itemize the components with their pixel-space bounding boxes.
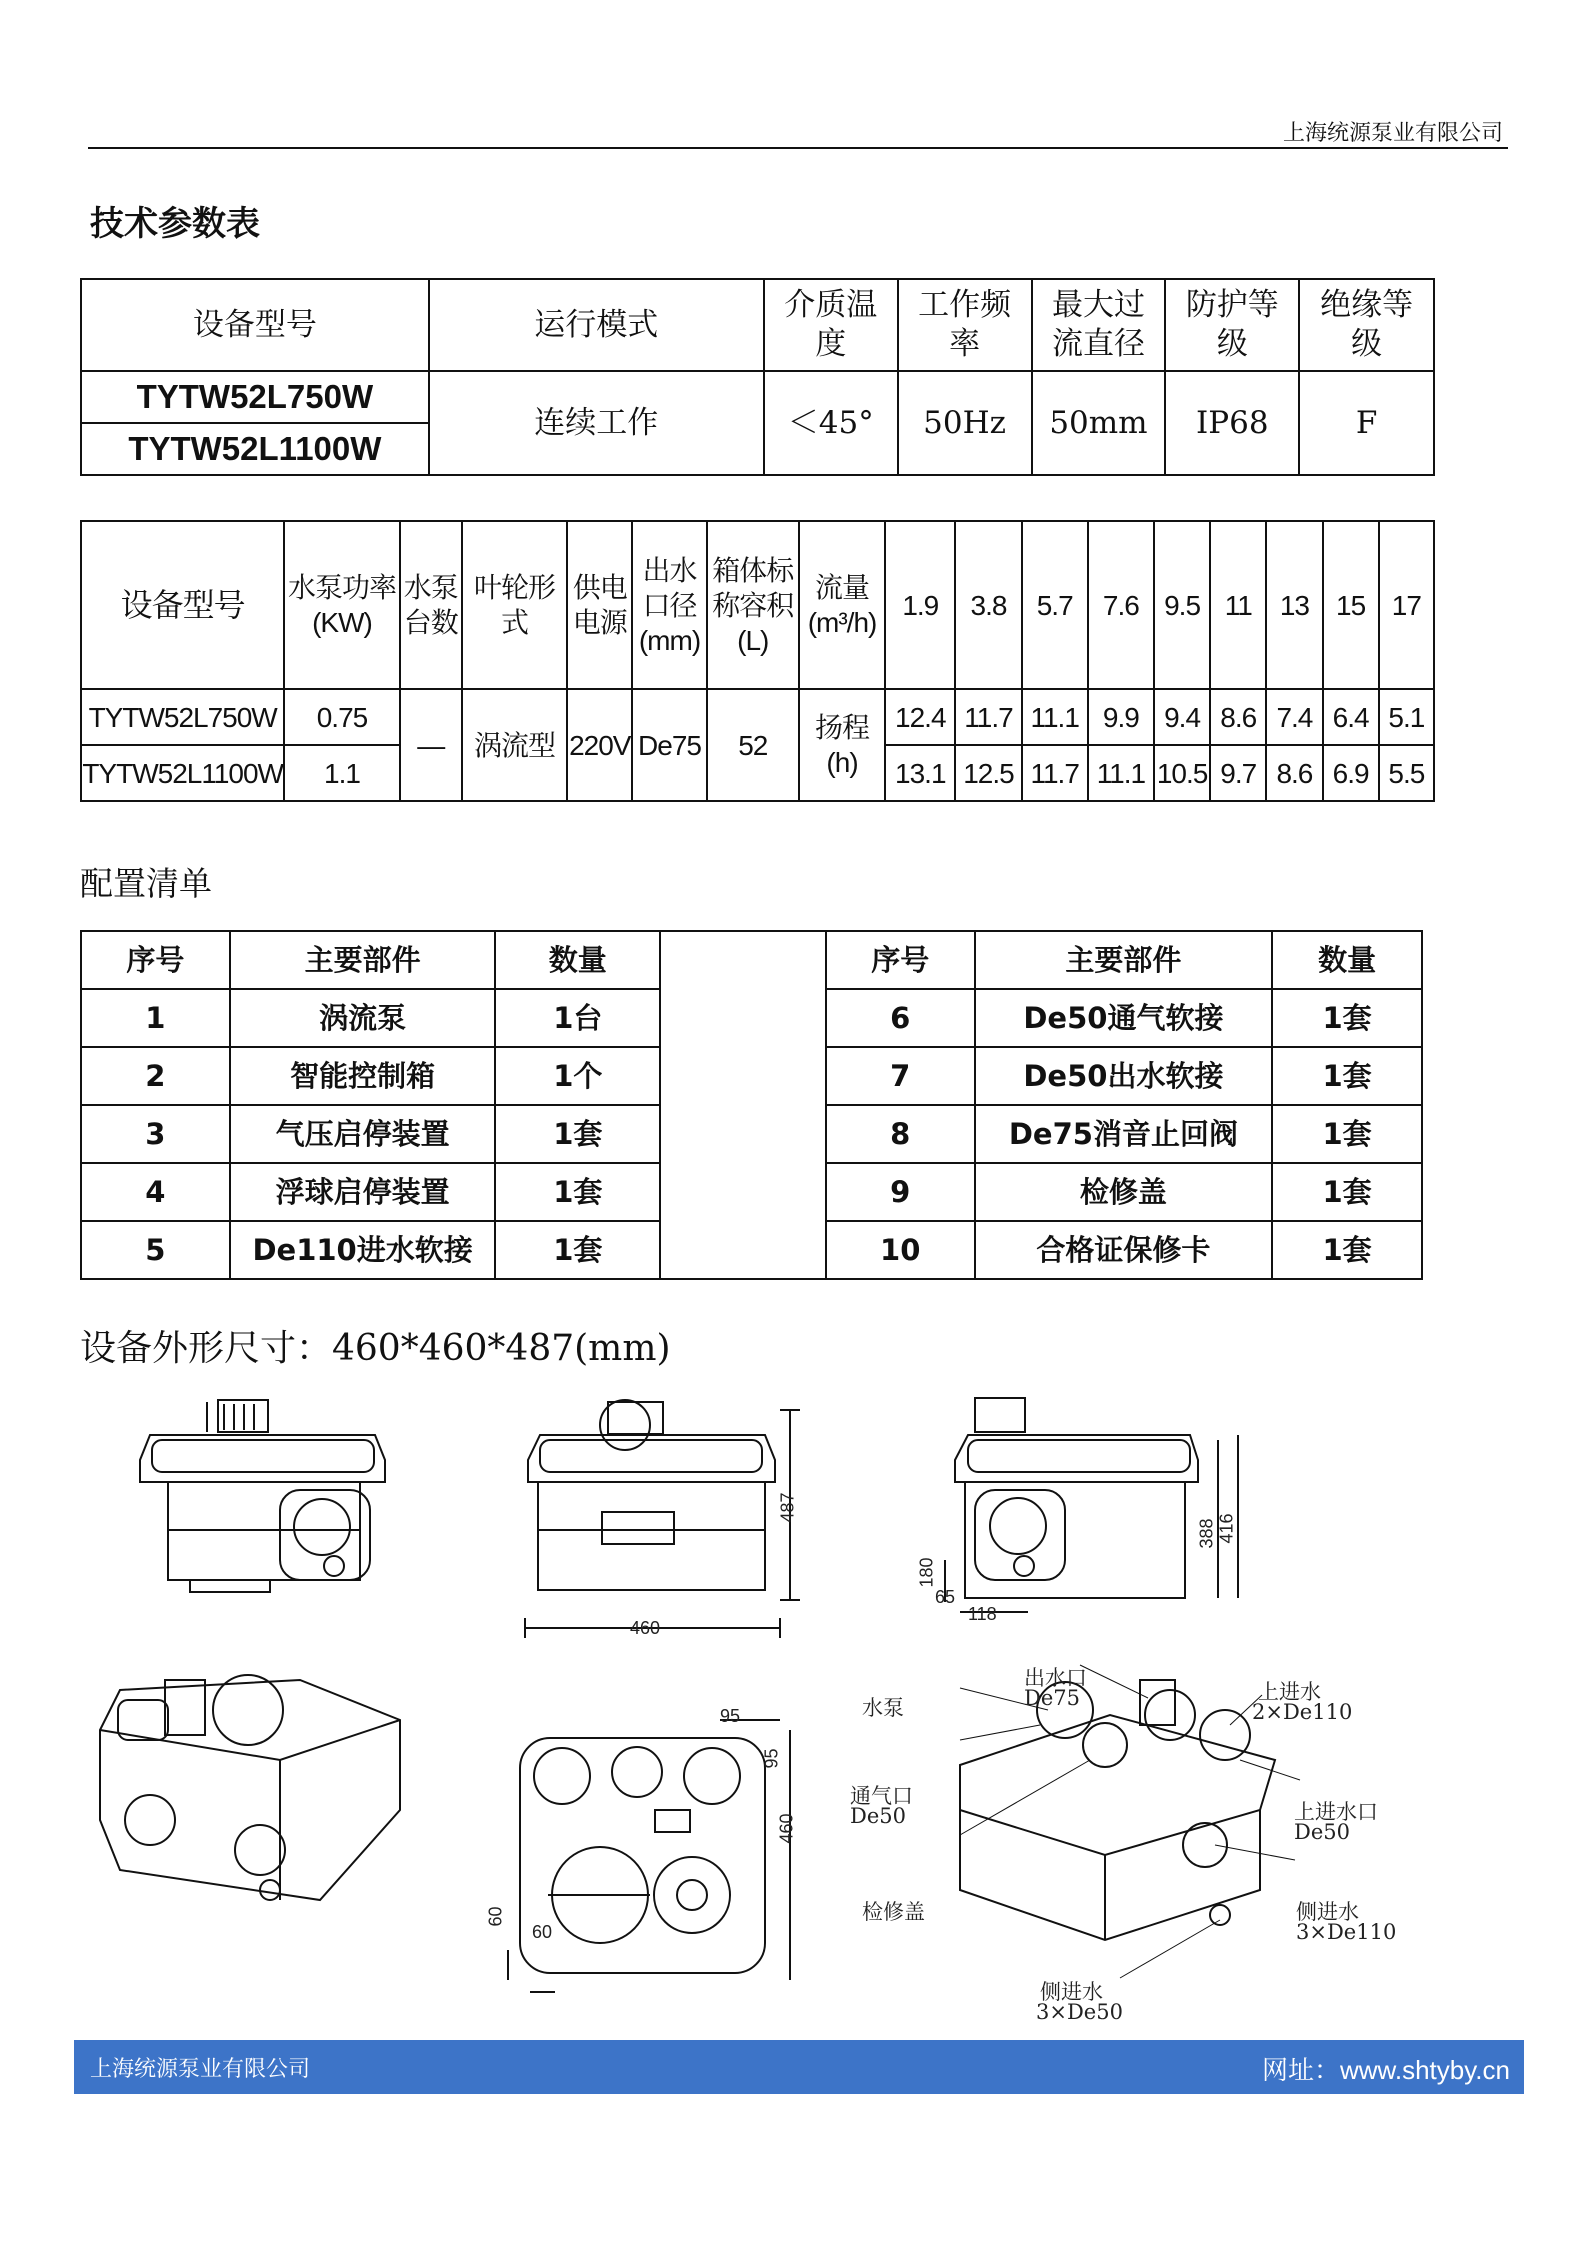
perf-header-volume: 箱体标 称容积 (L) [707, 521, 799, 689]
perf-flow-value: 15 [1323, 521, 1379, 689]
config-qty: 1套 [495, 1105, 660, 1163]
drawing-front-center [525, 1400, 800, 1638]
dim-width: 460 [630, 1618, 661, 1638]
config-no: 8 [826, 1105, 975, 1163]
config-part: De50出水软接 [975, 1047, 1273, 1105]
header-company: 上海统源泵业有限公司 [1282, 121, 1503, 146]
perf-head-value: 6.9 [1323, 745, 1379, 801]
perf-flow-value: 17 [1379, 521, 1434, 689]
dim-388: 388 [1196, 1518, 1217, 1549]
dim-bottom-60a: 60 [485, 1906, 506, 1927]
spec-header-protection: 防护等 级 [1165, 279, 1299, 371]
perf-header-impeller: 叶轮形式 [462, 521, 567, 689]
perf-head-value: 5.5 [1379, 745, 1434, 801]
config-qty: 1套 [495, 1163, 660, 1221]
perf-head-value: 12.4 [885, 689, 955, 745]
perf-head-value: 11.1 [1022, 689, 1088, 745]
label-pump: 水泵 [862, 1696, 904, 1720]
dim-416: 416 [1216, 1513, 1237, 1544]
config-no: 7 [826, 1047, 975, 1105]
perf-header-supply: 供电 电源 [567, 521, 632, 689]
config-no: 5 [81, 1221, 230, 1279]
spec-diameter: 50mm [1032, 371, 1166, 475]
perf-row-model: TYTW52L750W [81, 689, 284, 745]
config-no: 4 [81, 1163, 230, 1221]
spec-protection: IP68 [1165, 371, 1299, 475]
config-qty: 1套 [1272, 1105, 1422, 1163]
drawing-isometric [100, 1675, 400, 1900]
label-cover: 检修盖 [862, 1900, 925, 1924]
perf-head-value: 8.6 [1210, 689, 1266, 745]
perf-flow-value: 5.7 [1022, 521, 1088, 689]
spec-freq: 50Hz [898, 371, 1032, 475]
spec-temp: ＜45° [764, 371, 898, 475]
config-qty: 1台 [495, 989, 660, 1047]
label-side-inlet: 侧进水 [1296, 1900, 1359, 1924]
spec-model-2: TYTW52L1100W [81, 423, 429, 475]
footer-bar [74, 2040, 1524, 2094]
spec-header-mode: 运行模式 [429, 279, 764, 371]
config-no: 6 [826, 989, 975, 1047]
dim-bottom-60b: 60 [532, 1922, 553, 1942]
section-title-specs: 技术参数表 [90, 204, 260, 244]
config-part: De50通气软接 [975, 989, 1273, 1047]
label-outlet-size: De75 [1024, 1686, 1080, 1710]
config-part: 涡流泵 [230, 989, 496, 1047]
perf-head-value: 5.1 [1379, 689, 1434, 745]
spec-header-model: 设备型号 [81, 279, 429, 371]
perf-volume: 52 [707, 689, 799, 801]
performance-table [80, 520, 1435, 802]
spec-model-1: TYTW52L750W [81, 371, 429, 423]
perf-row-power: 1.1 [284, 745, 399, 801]
perf-flow-value: 3.8 [955, 521, 1021, 689]
spec-table [80, 278, 1435, 476]
perf-head-value: 6.4 [1323, 689, 1379, 745]
label-top-inlet-size: 2×De110 [1252, 1700, 1353, 1724]
config-table [80, 930, 1423, 1280]
config-part: 气压启停装置 [230, 1105, 496, 1163]
spec-header-temp: 介质温 度 [764, 279, 898, 371]
spec-insulation: F [1299, 371, 1434, 475]
spec-header-insulation: 绝缘等 级 [1299, 279, 1434, 371]
config-no: 10 [826, 1221, 975, 1279]
dim-top-95a: 95 [720, 1706, 741, 1726]
spec-header-freq: 工作频 率 [898, 279, 1032, 371]
dim-118: 118 [968, 1604, 997, 1624]
perf-header-flow: 流量 (m³/h) [799, 521, 885, 689]
config-qty: 1套 [1272, 1163, 1422, 1221]
perf-flow-value: 9.5 [1154, 521, 1210, 689]
config-no: 2 [81, 1047, 230, 1105]
perf-head-value: 13.1 [885, 745, 955, 801]
config-header-qty: 数量 [495, 931, 660, 989]
drawing-side-right [945, 1398, 1238, 1612]
perf-head-value: 7.4 [1266, 689, 1322, 745]
footer-website: 网址：www.shtyby.cn [1261, 2055, 1510, 2085]
label-top-inlet-port-size: De50 [1294, 1820, 1350, 1844]
drawing-front-left [140, 1400, 385, 1592]
config-qty: 1套 [1272, 989, 1422, 1047]
perf-count: — [400, 689, 462, 801]
dim-top-460: 460 [776, 1813, 797, 1844]
label-top-inlet-port: 上进水口 [1294, 1800, 1378, 1824]
config-part: De110进水软接 [230, 1221, 496, 1279]
config-header-part: 主要部件 [230, 931, 496, 989]
perf-head-value: 8.6 [1266, 745, 1322, 801]
perf-head-label: 扬程 (h) [799, 689, 885, 801]
perf-head-value: 9.9 [1088, 689, 1154, 745]
drawing-annotated [960, 1665, 1300, 1978]
config-part: 浮球启停装置 [230, 1163, 496, 1221]
config-header-no: 序号 [81, 931, 230, 989]
label-vent-size: De50 [850, 1804, 906, 1828]
perf-head-value: 11.7 [955, 689, 1021, 745]
config-qty: 1个 [495, 1047, 660, 1105]
label-vent: 通气口 [850, 1784, 913, 1808]
label-side-inlet-2: 侧进水 [1040, 1980, 1103, 2004]
spec-mode: 连续工作 [429, 371, 764, 475]
drawing-top [508, 1720, 790, 1992]
footer-company: 上海统源泵业有限公司 [90, 2057, 311, 2082]
label-side-inlet-size: 3×De110 [1296, 1920, 1397, 1944]
config-qty: 1套 [1272, 1221, 1422, 1279]
spec-header-diameter: 最大过 流直径 [1032, 279, 1166, 371]
config-qty: 1套 [1272, 1047, 1422, 1105]
label-outlet: 出水口 [1024, 1666, 1087, 1690]
config-part: 合格证保修卡 [975, 1221, 1273, 1279]
perf-supply: 220V [567, 689, 632, 801]
perf-flow-value: 13 [1266, 521, 1322, 689]
dim-top-95b: 95 [761, 1748, 782, 1769]
label-top-inlet: 上进水 [1258, 1680, 1321, 1704]
dim-65: 65 [935, 1587, 956, 1607]
perf-header-model: 设备型号 [81, 521, 284, 689]
config-header-no: 序号 [826, 931, 975, 989]
perf-flow-value: 11 [1210, 521, 1266, 689]
perf-header-outlet: 出水 口径 (mm) [632, 521, 706, 689]
label-side-inlet-2-size: 3×De50 [1036, 2000, 1123, 2024]
header-rule [88, 147, 1508, 149]
config-part: 检修盖 [975, 1163, 1273, 1221]
config-header-part: 主要部件 [975, 931, 1273, 989]
config-no: 9 [826, 1163, 975, 1221]
perf-head-value: 11.1 [1088, 745, 1154, 801]
dim-180: 180 [916, 1557, 937, 1588]
perf-head-value: 10.5 [1154, 745, 1210, 801]
config-part: 智能控制箱 [230, 1047, 496, 1105]
perf-flow-value: 7.6 [1088, 521, 1154, 689]
perf-row-model: TYTW52L1100W [81, 745, 284, 801]
perf-row-power: 0.75 [284, 689, 399, 745]
perf-flow-value: 1.9 [885, 521, 955, 689]
config-qty: 1套 [495, 1221, 660, 1279]
perf-head-value: 9.4 [1154, 689, 1210, 745]
config-table-gap [660, 931, 826, 1279]
perf-head-value: 12.5 [955, 745, 1021, 801]
section-title-config: 配置清单 [80, 864, 212, 903]
config-no: 3 [81, 1105, 230, 1163]
perf-impeller: 涡流型 [462, 689, 567, 801]
perf-head-value: 9.7 [1210, 745, 1266, 801]
config-no: 1 [81, 989, 230, 1047]
dim-height: 487 [777, 1492, 798, 1523]
config-part: De75消音止回阀 [975, 1105, 1273, 1163]
perf-header-count: 水泵 台数 [400, 521, 462, 689]
perf-head-value: 11.7 [1022, 745, 1088, 801]
perf-outlet: De75 [632, 689, 706, 801]
config-header-qty: 数量 [1272, 931, 1422, 989]
section-title-dimensions: 设备外形尺寸：460*460*487(mm) [80, 1328, 671, 1369]
perf-header-power: 水泵功率 (KW) [284, 521, 399, 689]
